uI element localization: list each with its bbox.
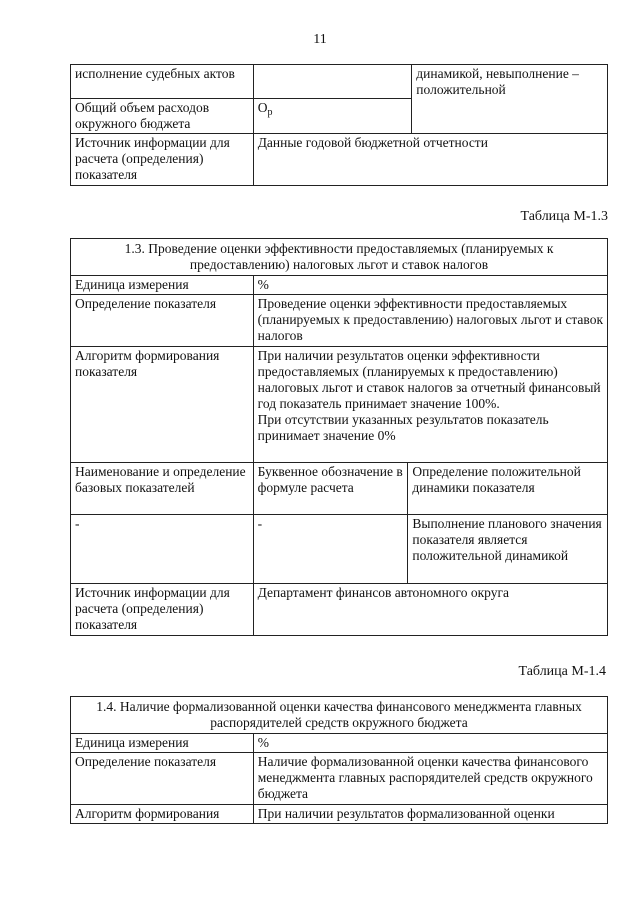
table-label-m13: Таблица М-1.3: [520, 209, 608, 224]
table-cell: Определение показателя: [71, 295, 254, 347]
table-row: [71, 463, 608, 515]
table-cell: %: [253, 734, 607, 753]
algorithm-text-2: При отсутствии указанных результатов показатель принимает значение 0%: [257, 412, 549, 443]
table-cell: [253, 65, 412, 99]
table-row: [71, 347, 608, 463]
table-cell: [253, 347, 607, 463]
table-cell: [253, 99, 412, 134]
formula-symbol: О: [257, 100, 268, 115]
table-cell: Алгоритм формирования показателя: [71, 347, 254, 463]
table-title: 1.3. Проведение оценки эффективности предоставляемых (планируемых к предоставлению) налоговых льгот и ставок налогов: [71, 239, 608, 276]
table-cell: динамикой, невыполнение – положительной: [412, 65, 608, 134]
table-cell: Департамент финансов автономного округа: [253, 584, 607, 636]
table-cell: Проведение оценки эффективности предоставляемых (планируемых к предоставлению) налоговых льгот и ставок налогов: [253, 295, 607, 347]
table-row: [71, 697, 608, 734]
table-title: 1.4. Наличие формализованной оценки качества финансового менеджмента главных распорядителей средств окружного бюджета: [71, 697, 608, 734]
table-cell: Выполнение планового значения показателя является положительной динамикой: [408, 515, 608, 584]
table-row: [71, 753, 608, 805]
table-cell: Источник информации для расчета (определения) показателя: [71, 584, 254, 636]
table-cell: Буквенное обозначение в формуле расчета: [253, 463, 408, 515]
page-number: 11: [313, 32, 327, 47]
table-cell: Определение положительной динамики показателя: [408, 463, 608, 515]
table-cell: Данные годовой бюджетной отчетности: [253, 134, 607, 186]
table-cell: Общий объем расходов окружного бюджета: [71, 99, 254, 134]
table-cell: исполнение судебных актов: [71, 65, 254, 99]
table-row: [71, 276, 608, 295]
table-row: [71, 515, 608, 584]
table-cell: %: [253, 276, 607, 295]
table-m14: [70, 696, 608, 824]
table-row: [71, 805, 608, 824]
table-cell: Определение показателя: [71, 753, 254, 805]
algorithm-text-1: При наличии результатов оценки эффективности предоставляемых (планируемых к предоставлению) налоговых льгот и ставок налогов за отчетный финансовый год показатель принимает значение 100%.: [257, 348, 601, 411]
formula-subscript: р: [267, 107, 273, 118]
table-row: [71, 239, 608, 276]
table-cell: -: [71, 515, 254, 584]
table-row: [71, 65, 608, 99]
table-cell: -: [253, 515, 408, 584]
table-row: [71, 295, 608, 347]
table-cell: При наличии результатов формализованной оценки: [253, 805, 607, 824]
table-row: [71, 134, 608, 186]
table-cell: Наличие формализованной оценки качества финансового менеджмента главных распорядителей средств окружного бюджета: [253, 753, 607, 805]
table-cell: Источник информации для расчета (определения) показателя: [71, 134, 254, 186]
table-row: [71, 734, 608, 753]
table-row: [71, 584, 608, 636]
table-cell: Наименование и определение базовых показателей: [71, 463, 254, 515]
table-top: [70, 64, 608, 186]
table-cell: Единица измерения: [71, 734, 254, 753]
table-m13: [70, 238, 608, 636]
table-cell: Единица измерения: [71, 276, 254, 295]
table-cell: Алгоритм формирования: [71, 805, 254, 824]
table-label-m14: Таблица М-1.4: [518, 664, 606, 679]
